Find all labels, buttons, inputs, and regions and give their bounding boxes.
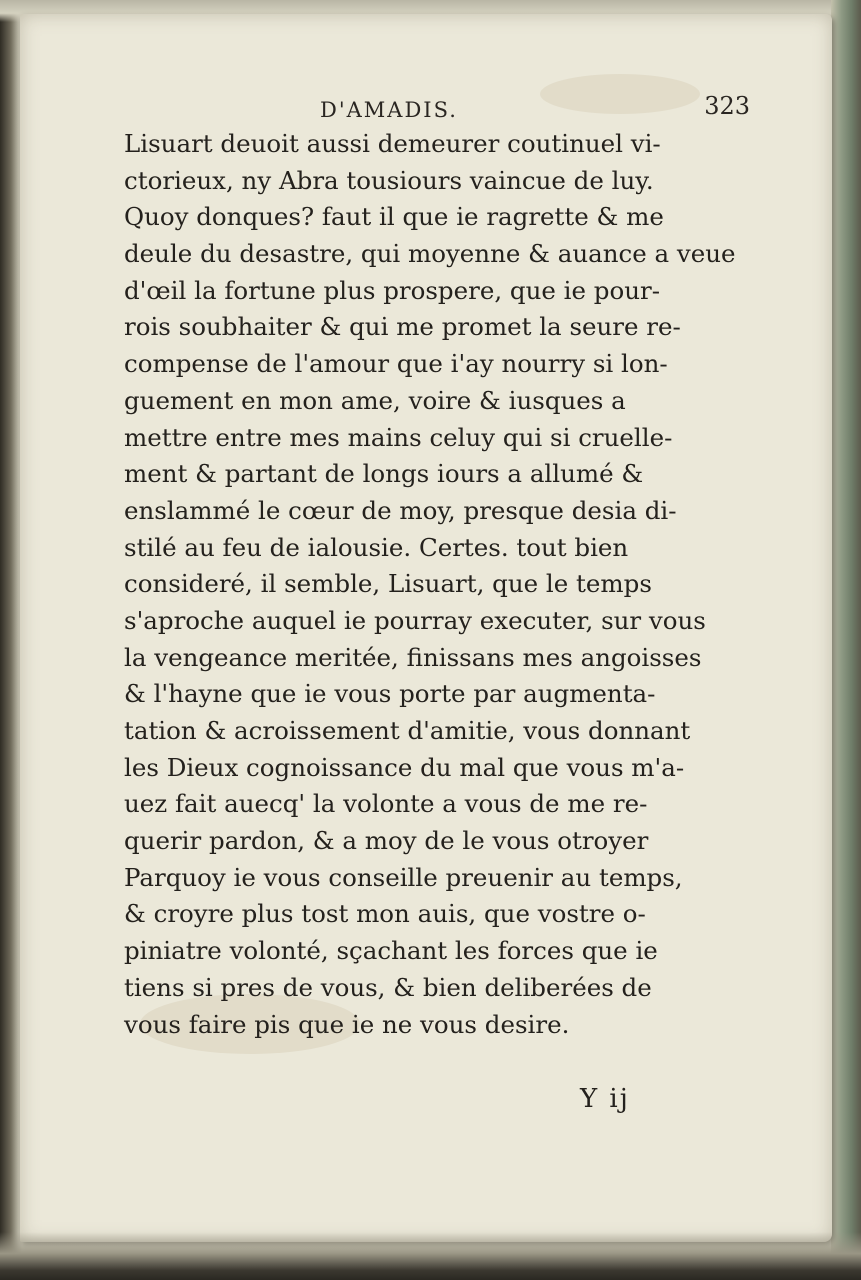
- bottom-page-edge: [0, 1232, 861, 1280]
- running-title: D'AMADIS.: [320, 98, 458, 122]
- text-line: d'œil la fortune plus prospere, que ie pour-: [124, 275, 660, 305]
- text-line: consideré, il semble, Lisuart, que le temps: [124, 569, 652, 599]
- text-line: piniatre volonté, sçachant les forces que ie: [124, 936, 658, 966]
- text-line: & l'hayne que ie vous porte par augmenta-: [124, 679, 656, 709]
- text-line: & croyre plus tost mon auis, que vostre o-: [124, 899, 646, 929]
- text-line: rois soubhaiter & qui me promet la seure re-: [124, 312, 681, 342]
- body-text: [124, 126, 754, 1043]
- book-cover-edge: [831, 0, 861, 1280]
- text-line: Quoy donques? faut il que ie ragrette & me: [124, 202, 664, 232]
- signature-mark: Y ij: [580, 1084, 630, 1114]
- text-line: stilé au feu de ialousie. Certes. tout bien: [124, 532, 629, 562]
- text-line: uez fait auecq' la volonte a vous de me re-: [124, 789, 648, 819]
- text-line: Parquoy ie vous conseille preuenir au temps,: [124, 862, 683, 892]
- text-line: enslammé le cœur de moy, presque desia di-: [124, 495, 677, 525]
- text-line: s'aproche auquel ie pourray executer, sur vous: [124, 605, 706, 635]
- text-line: ctorieux, ny Abra tousiours vaincue de luy.: [124, 165, 654, 195]
- text-line: mettre entre mes mains celuy qui si cruelle-: [124, 422, 673, 452]
- text-line: la vengeance meritée, finissans mes angoisses: [124, 642, 702, 672]
- text-line: tiens si pres de vous, & bien deliberées de: [124, 972, 652, 1002]
- text-line: deule du desastre, qui moyenne & auance a veue: [124, 239, 736, 269]
- text-line: ment & partant de longs iours a allumé &: [124, 459, 644, 489]
- page-number: 323: [704, 92, 750, 120]
- text-line: Lisuart deuoit aussi demeurer coutinuel vi-: [124, 129, 661, 158]
- book-spine-shadow: [0, 0, 22, 1280]
- text-line: tation & acroissement d'amitie, vous donnant: [124, 716, 691, 745]
- text-line: querir pardon, & a moy de le vous otroyer: [124, 826, 649, 856]
- text-line: vous faire pis que ie ne vous desire.: [124, 1009, 570, 1039]
- text-line: les Dieux cognoissance du mal que vous m'a-: [124, 752, 685, 782]
- book-page: [20, 14, 832, 1242]
- text-line: guement en mon ame, voire & iusques a: [124, 385, 626, 415]
- text-line: compense de l'amour que i'ay nourry si lon-: [124, 349, 668, 379]
